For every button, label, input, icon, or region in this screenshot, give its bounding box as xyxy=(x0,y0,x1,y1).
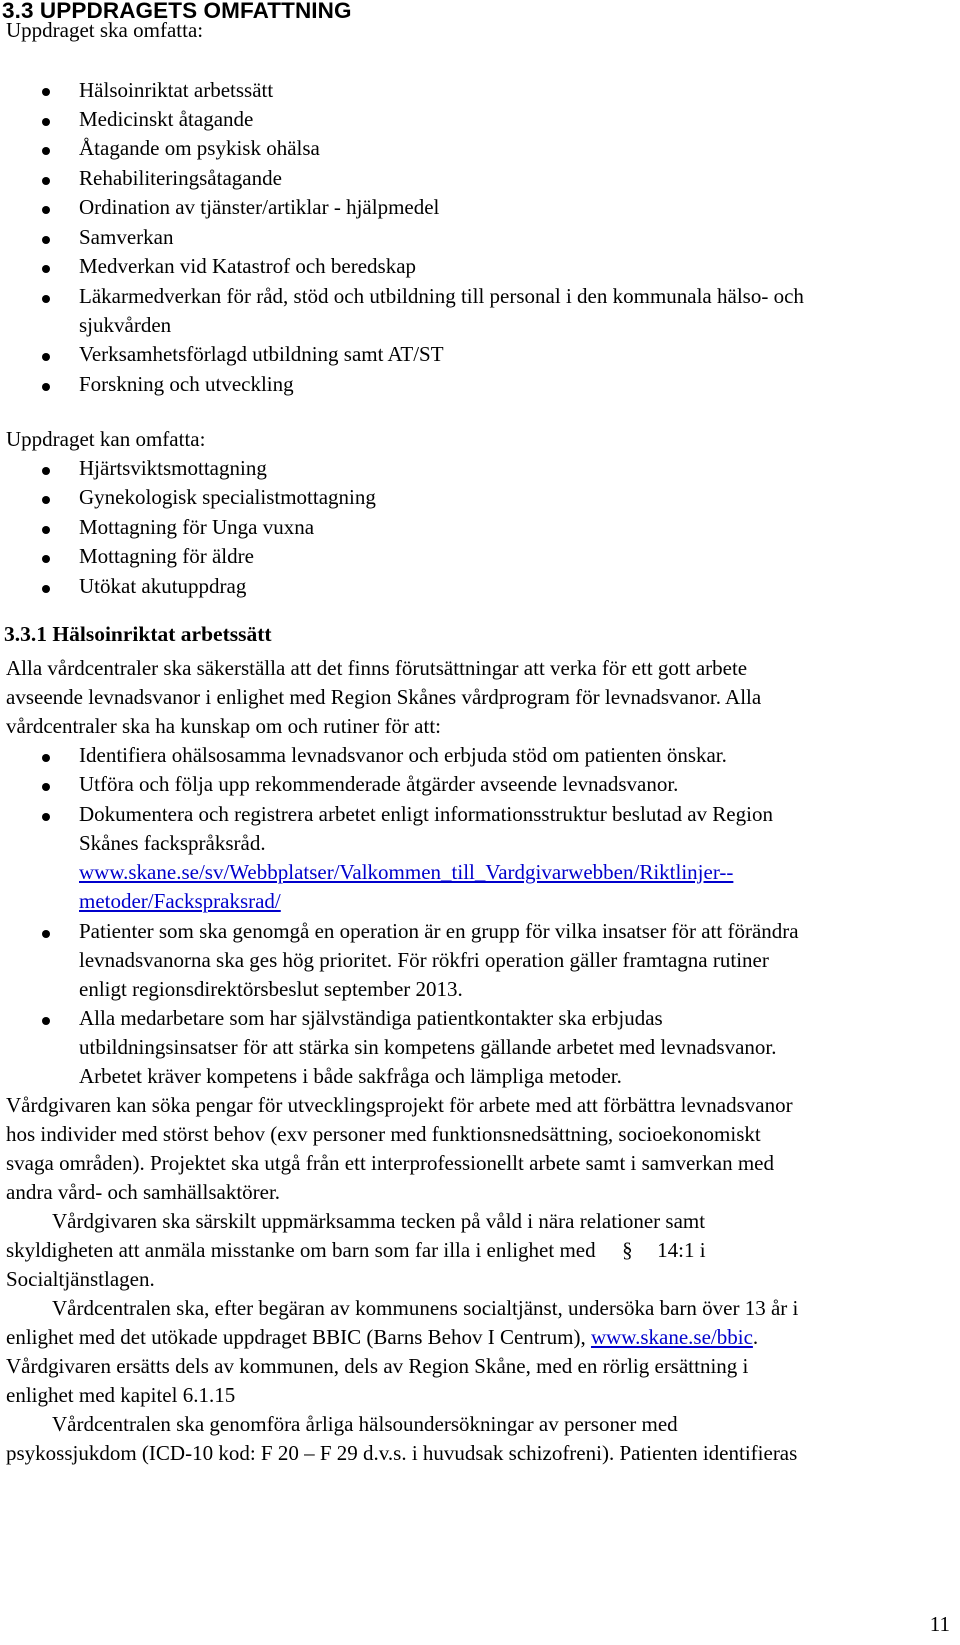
bullet-icon xyxy=(42,88,50,96)
list-item: Rehabiliteringsåtagande xyxy=(79,166,282,190)
list-item-continuation: Arbetet kräver kompetens i både sakfråga och lämpliga metoder. xyxy=(79,1064,622,1088)
list-item: Hjärtsviktsmottagning xyxy=(79,456,267,480)
bullet-icon xyxy=(42,467,50,475)
bullet-icon xyxy=(42,177,50,185)
bullet-icon xyxy=(42,383,50,391)
paragraph-text: skyldigheten att anmäla misstanke om barn som far illa i enlighet med xyxy=(6,1238,596,1262)
list-item: Mottagning för Unga vuxna xyxy=(79,515,315,539)
bullet-icon xyxy=(42,783,50,791)
bullet-icon xyxy=(42,353,50,361)
list-item: Patienter som ska genomgå en operation är en grupp för vilka insatser för att förändra xyxy=(79,919,799,943)
list-item: Alla medarbetare som har självständiga patientkontakter ska erbjudas xyxy=(79,1006,663,1030)
section-sign-icon: § xyxy=(622,1238,633,1262)
paragraph-text: enlighet med det utökade uppdraget BBIC (Barns Behov I Centrum), xyxy=(6,1325,586,1349)
paragraph-line: psykossjukdom (ICD-10 kod: F 20 – F 29 d.v.s. i huvudsak schizofreni). Patienten identifieras xyxy=(6,1441,798,1465)
list-item: Ordination av tjänster/artiklar - hjälpmedel xyxy=(79,195,440,219)
paragraph-line: Alla vårdcentraler ska säkerställa att det finns förutsättningar att verka för ett gott arbete xyxy=(6,656,748,680)
list-item-continuation: enligt regionsdirektörsbeslut september 2013. xyxy=(79,977,463,1001)
bullet-icon xyxy=(42,1017,50,1025)
list-item: Medverkan vid Katastrof och beredskap xyxy=(79,254,417,278)
list-item: Utökat akutuppdrag xyxy=(79,574,247,598)
list-item: Gynekologisk specialistmottagning xyxy=(79,485,376,509)
paragraph-line: avseende levnadsvanor i enlighet med Region Skånes vårdprogram för levnadsvanor. Alla xyxy=(6,685,762,709)
paragraph-line: svaga områden). Projektet ska utgå från ett interprofessionellt arbete samt i samverkan med xyxy=(6,1151,774,1175)
paragraph-line: Vårdgivaren kan söka pengar för utvecklingsprojekt för arbete med att förbättra levnadsvanor xyxy=(6,1093,793,1117)
section-heading: 3.3 UPPDRAGETS OMFATTNING xyxy=(2,0,352,23)
paragraph-line: Vårdcentralen ska, efter begäran av kommunens socialtjänst, undersöka barn över 13 år i xyxy=(52,1296,799,1320)
subsection-heading: 3.3.1 Hälsoinriktat arbetssätt xyxy=(4,622,272,646)
list-item: Verksamhetsförlagd utbildning samt AT/ST xyxy=(79,342,444,366)
list-item-continuation: Skånes fackspråksråd. xyxy=(79,831,266,855)
bullet-icon xyxy=(42,526,50,534)
list-item: Samverkan xyxy=(79,225,174,249)
list-item: Dokumentera och registrera arbetet enligt informationsstruktur beslutad av Region xyxy=(79,802,773,826)
list-item: Identifiera ohälsosamma levnadsvanor och erbjuda stöd om patienten önskar. xyxy=(79,743,727,767)
bullet-icon xyxy=(42,813,50,821)
paragraph-line: Vårdcentralen ska genomföra årliga hälsoundersökningar av personer med xyxy=(52,1412,678,1436)
list-item: Utföra och följa upp rekommenderade åtgärder avseende levnadsvanor. xyxy=(79,772,679,796)
list-item: Forskning och utveckling xyxy=(79,372,294,396)
paragraph-line: Vårdgivaren ska särskilt uppmärksamma tecken på våld i nära relationer samt xyxy=(52,1209,706,1233)
paragraph-line: hos individer med störst behov (exv personer med funktionsnedsättning, socioekonomiskt xyxy=(6,1122,761,1146)
bullet-icon xyxy=(42,206,50,214)
bullet-icon xyxy=(42,118,50,126)
bullet-icon xyxy=(42,930,50,938)
must-intro: Uppdraget ska omfatta: xyxy=(6,18,204,42)
paragraph-line: Socialtjänstlagen. xyxy=(6,1267,155,1291)
bullet-icon xyxy=(42,496,50,504)
bullet-icon xyxy=(42,555,50,563)
paragraph-text: . xyxy=(752,1325,759,1349)
bullet-icon xyxy=(42,754,50,762)
bullet-icon xyxy=(42,295,50,303)
list-item: Mottagning för äldre xyxy=(79,544,254,568)
fackspraksrad-link-continuation[interactable]: metoder/Fackspraksrad/ xyxy=(79,889,281,913)
list-item: Hälsoinriktat arbetssätt xyxy=(79,78,274,102)
list-item-continuation: utbildningsinsatser för att stärka sin kompetens gällande arbetet med levnadsvanor. xyxy=(79,1035,777,1059)
list-item: Medicinskt åtagande xyxy=(79,107,254,131)
may-intro: Uppdraget kan omfatta: xyxy=(6,427,206,451)
list-item: Åtagande om psykisk ohälsa xyxy=(79,136,320,160)
bullet-icon xyxy=(42,585,50,593)
paragraph-line: Vårdgivaren ersätts dels av kommunen, dels av Region Skåne, med en rörlig ersättning i xyxy=(6,1354,749,1378)
bullet-icon xyxy=(42,147,50,155)
page-number: 11 xyxy=(929,1612,950,1636)
bullet-icon xyxy=(42,265,50,273)
bbic-link[interactable]: www.skane.se/bbic xyxy=(590,1325,753,1349)
list-item-continuation: sjukvården xyxy=(79,313,172,337)
list-item-continuation: levnadsvanorna ska ges hög prioritet. För rökfri operation gäller framtagna rutiner xyxy=(79,948,769,972)
paragraph-line xyxy=(6,1240,706,1261)
fackspraksrad-link[interactable]: www.skane.se/sv/Webbplatser/Valkommen_till_Vardgivarwebben/Riktlinjer-- xyxy=(79,860,734,884)
paragraph-text: 14:1 i xyxy=(657,1238,706,1262)
paragraph-line xyxy=(6,1327,758,1348)
bullet-icon xyxy=(42,236,50,244)
paragraph-line: vårdcentraler ska ha kunskap om och rutiner för att: xyxy=(6,714,442,738)
paragraph-line: andra vård- och samhällsaktörer. xyxy=(6,1180,281,1204)
paragraph-line: enlighet med kapitel 6.1.15 xyxy=(6,1383,236,1407)
list-item: Läkarmedverkan för råd, stöd och utbildning till personal i den kommunala hälso- och xyxy=(79,284,804,308)
